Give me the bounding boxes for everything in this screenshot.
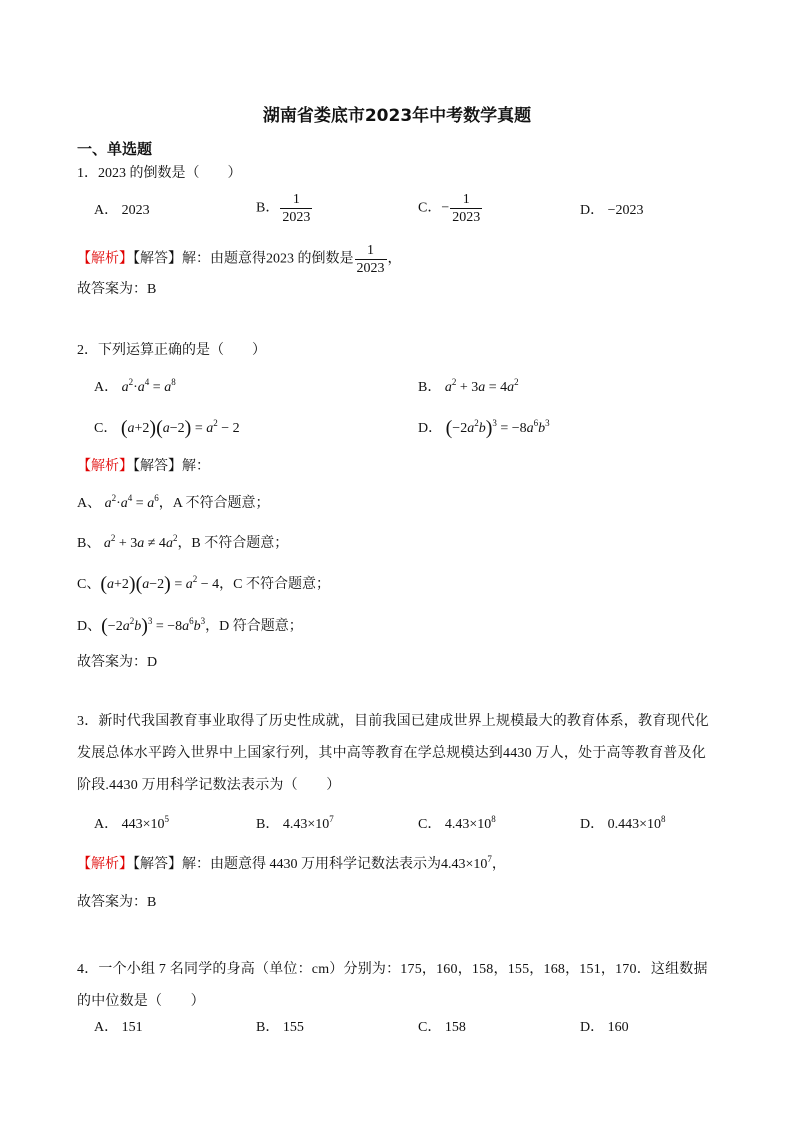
fraction: $\frac{1}{2023}$ (356, 243, 385, 276)
page-title: 湖南省娄底市2023年中考数学真题 (262, 106, 532, 126)
q4-option-d: D． 160 (580, 1020, 629, 1035)
q3-option-d: D． $0.443\times 10^8$ (580, 814, 666, 832)
q4-option-a: A． 151 (94, 1020, 143, 1035)
q3-solution: 【解析】【解答】解：由题意得 4430 万用科学记数法表示为$4.43\times 10^7$， (77, 854, 506, 872)
question-3-stem: 3．新时代我国教育事业取得了历史性成就，目前我国已建成世界上规模最大的教育体系，教育现代化发展总体水平跨入世界中上国家行列，其中高等教育在学总规模达到4430 万人，处于高等教育普及化阶段.4430 万用科学记数法表示为（ ） (77, 714, 709, 793)
fraction: $\frac{1}{2023}$ (452, 192, 481, 225)
q1-solution: 【解析】【解答】解：由题意得2023 的倒数是 $\frac{1}{2023}$ ， (77, 243, 402, 276)
q3-answer: 故答案为：B (77, 895, 157, 910)
q2-option-b: B． $a^2 + 3a = 4a^2$ (418, 377, 519, 395)
question-1-stem: 1．2023 的倒数是（ ） (77, 166, 242, 181)
q1-option-d: D． −2023 (580, 203, 644, 218)
q4-option-b: B． 155 (256, 1020, 304, 1035)
q2-option-a: A． $a^2\cdot a^4 = a^8$ (94, 377, 176, 395)
q2-option-c: C． $(a+2)(a-2) = a^2 - 2$ (94, 417, 240, 439)
q1-option-c: C．− $\frac{1}{2023}$ (418, 192, 481, 225)
question-2-stem: 2．下列运算正确的是（ ） (77, 343, 266, 358)
q3-option-c: C． $4.43\times 10^8$ (418, 814, 496, 832)
q3-option-b: B． $4.43\times 10^7$ (256, 814, 334, 832)
question-4-stem: 4．一个小组 7 名同学的身高（单位：cm）分别为：175，160，158，155，168，151，170．这组数据的中位数是（ ） (77, 962, 708, 1009)
q1-option-b: B． $\frac{1}{2023}$ (256, 192, 311, 225)
q2-solution-line-d: D、$(-2a^2b)^3 = -8a^6b^3$，D 符合题意； (77, 615, 303, 637)
q2-answer: 故答案为：D (77, 655, 158, 670)
q2-option-d: D． $(-2a^2b)^3 = -8a^6b^3$ (418, 417, 550, 439)
q4-option-c: C． 158 (418, 1020, 466, 1035)
q2-solution-line-a: A、 $a^2\cdot a^4 = a^6$，A 不符合题意； (77, 493, 270, 511)
q2-solution-line-c: C、$(a+2)(a-2) = a^2 - 4$，C 不符合题意； (77, 573, 330, 595)
q2-solution-line-b: B、 $a^2 + 3a \ne 4a^2$，B 不符合题意； (77, 533, 289, 551)
fraction: $\frac{1}{2023}$ (282, 192, 311, 225)
q1-answer: 故答案为：B (77, 282, 157, 297)
section-heading: 一、单选题 (77, 140, 153, 158)
q3-option-a: A． $443\times 10^5$ (94, 814, 170, 832)
q1-option-a: A． 2023 (94, 203, 150, 218)
q2-solution-head: 【解析】【解答】解： (77, 459, 210, 474)
